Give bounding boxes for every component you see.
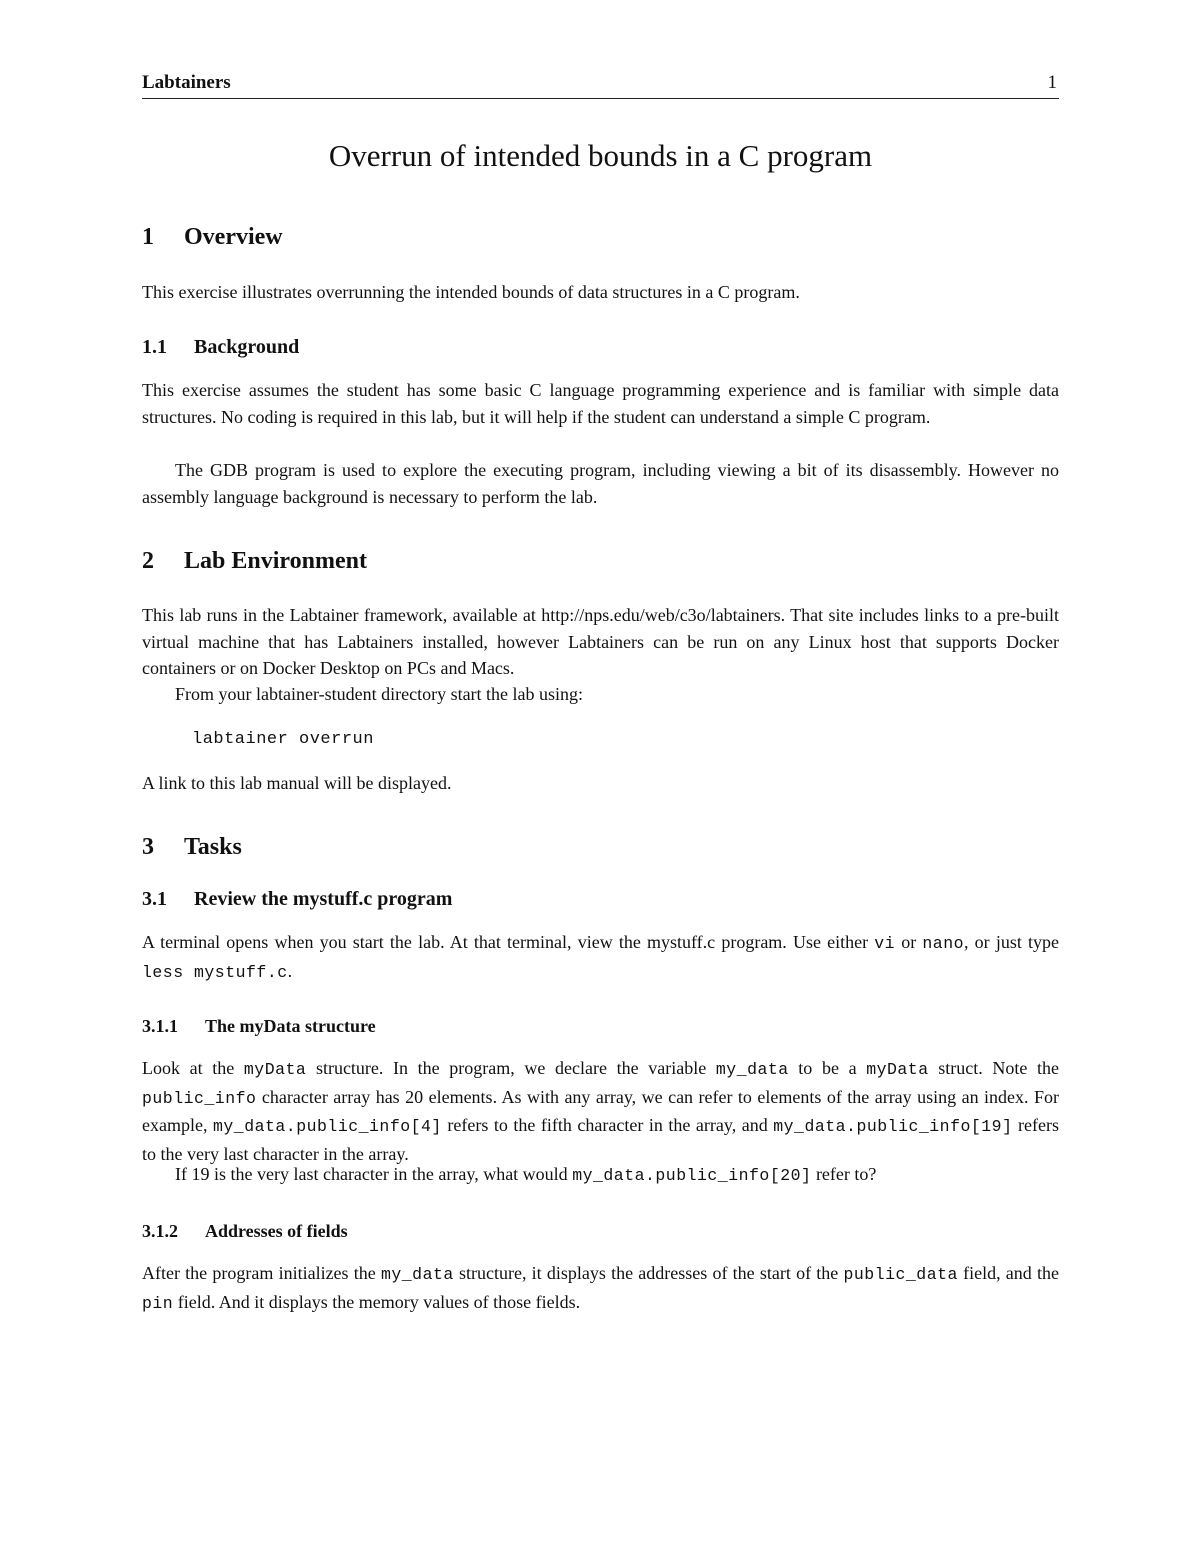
command-example: labtainer overrun — [192, 730, 374, 749]
lab-environment-paragraph-1: This lab runs in the Labtainer framework, available at http://nps.edu/web/c3o/labtainers. That site includes links to a pre-built virtual machine that has Labtainers installed, however Labtainers can be run on any Linux host that supports Docker containers or on Docker Desktop on PCs and Macs. — [142, 605, 1059, 678]
lab-environment-paragraph-2: From your labtainer-student directory start the lab using: — [175, 684, 584, 704]
review-program-paragraph: A terminal opens when you start the lab. At that terminal, view the mystuff.c program. Use either vi or nano, or just type less mystuff.c. — [142, 932, 1059, 982]
background-paragraph-1: This exercise assumes the student has some basic C language programming experience and is familiar with simple data structures. No coding is required in this lab, but it will help if the student can understand a simple C program. — [142, 380, 1059, 427]
subsection-heading-background — [142, 336, 299, 359]
subsubsection-title: Addresses of fields — [205, 1221, 348, 1241]
inline-code: my_data.public_info[20] — [572, 1166, 812, 1185]
inline-code: my_data.public_info[4] — [213, 1117, 442, 1136]
section-number: 1 — [142, 224, 154, 250]
document-title: Overrun of intended bounds in a C program — [328, 138, 873, 173]
section-title: Lab Environment — [184, 548, 367, 574]
inline-code: my_data — [380, 1265, 454, 1284]
subsubsection-title: The myData structure — [205, 1016, 376, 1036]
background-paragraph-2: The GDB program is used to explore the executing program, including viewing a bit of its disassembly. However no assembly language background is necessary to perform the lab. — [142, 460, 1059, 507]
inline-code: myData — [243, 1060, 307, 1079]
inline-code: vi — [874, 934, 896, 953]
section-heading-overview — [142, 224, 283, 251]
inline-code: public_data — [843, 1265, 958, 1284]
inline-code: myData — [866, 1060, 929, 1079]
subsection-title: Background — [194, 336, 300, 358]
inline-code: my_data — [715, 1060, 789, 1079]
section-title: Tasks — [184, 834, 242, 860]
page-number: 1 — [1047, 72, 1057, 93]
section-number: 2 — [142, 548, 154, 574]
lab-environment-paragraph-3: A link to this lab manual will be displayed. — [142, 773, 452, 793]
mydata-paragraph-2: If 19 is the very last character in the array, what would my_data.public_info[20] refer to? — [175, 1164, 877, 1185]
subsection-title: Review the mystuff.c program — [194, 888, 453, 910]
section-title: Overview — [184, 224, 283, 250]
section-heading-lab-environment — [142, 548, 367, 575]
section-heading-tasks — [142, 834, 242, 861]
mydata-paragraph-1: Look at the myData structure. In the program, we declare the variable my_data to be a myData struct. Note the public_info character array has 20 elements. As with any array, we can refer to elements of the array using an index. For example, my_data.public_info[4] refers to the fifth character in the array, and my_data.public_info[19] refers to the very last character in the array. — [142, 1058, 1059, 1164]
header-title: Labtainers — [142, 72, 231, 93]
subsubsection-number: 3.1.2 — [142, 1221, 178, 1241]
subsection-number: 1.1 — [142, 336, 167, 358]
inline-code: pin — [142, 1293, 174, 1313]
section-number: 3 — [142, 834, 154, 860]
inline-code: my_data.public_info[19] — [773, 1117, 1013, 1136]
subsubsection-heading-mydata — [142, 1016, 376, 1037]
inline-code: less mystuff.c — [142, 962, 288, 982]
subsection-number: 3.1 — [142, 888, 167, 910]
addresses-paragraph: After the program initializes the my_data structure, it displays the addresses of the start of the public_data field, and the pin field. And it displays the memory values of those fields. — [142, 1263, 1059, 1313]
inline-code: nano — [922, 934, 965, 953]
subsubsection-number: 3.1.1 — [142, 1016, 178, 1036]
subsubsection-heading-addresses — [142, 1221, 348, 1242]
subsection-heading-review-program — [142, 888, 452, 911]
inline-code: public_info — [142, 1088, 257, 1108]
running-header — [142, 72, 1059, 99]
overview-paragraph: This exercise illustrates overrunning the intended bounds of data structures in a C program. — [142, 282, 800, 302]
